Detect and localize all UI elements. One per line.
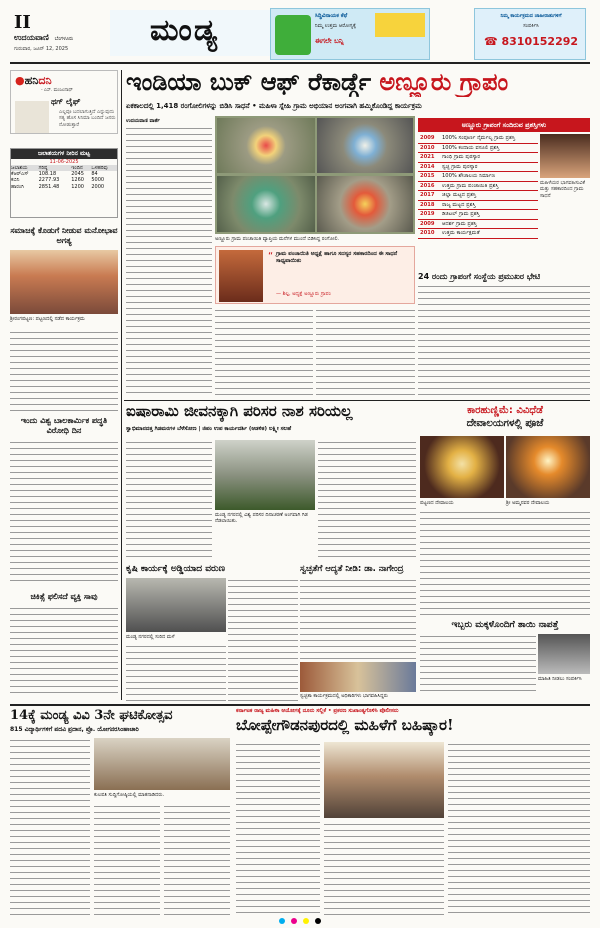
temple-caption-b: ಶ್ರೀ ಅಮ್ಮನವರ ದೇವಾಲಯ bbox=[506, 500, 550, 506]
env-body-col3 bbox=[318, 440, 416, 560]
missing-body bbox=[420, 634, 536, 694]
achievements-title: ಅಣ್ಣೂರು ಗ್ರಾಪಂಗೆ ಸಂದಿರುವ ಪ್ರಶಸ್ತಿಗಳು bbox=[418, 118, 590, 132]
honey-illustration bbox=[15, 101, 49, 133]
boycott-kicker-b: ಪ್ರಕರಣ ಸುಖಾಂತ್ಯಗೊಳಿಸಿ ಪೊಲೀಸರು bbox=[333, 708, 399, 714]
ad-cafe[interactable] bbox=[270, 8, 430, 60]
reservoir-title: ಜಲಾಶಯಗಳ ನೀರಿನ ಮಟ್ಟ bbox=[11, 149, 117, 159]
temple-headline-b: ದೇವಾಲಯಗಳಲ್ಲಿ ಪೂಜೆ bbox=[466, 418, 544, 429]
achievement-row bbox=[418, 181, 538, 191]
rain-headline: ಕೃಷಿ ಕಾರ್ಯಕ್ಕೆ ಅಡ್ಡಿಯಾದ ವರುಣ bbox=[126, 564, 226, 574]
achievement-text: 100% ಕಂದಾಯ ವಸೂಲಿ ಪ್ರಶಸ್ತಿ bbox=[440, 143, 538, 153]
honey-logo-b: ದನಿ bbox=[38, 74, 52, 87]
achievement-row bbox=[418, 153, 538, 163]
achievements-list bbox=[418, 134, 538, 268]
temple-photo-a bbox=[420, 436, 504, 498]
honey-byline: - ಎಸ್. ಮಂಜುನಾಥ್ bbox=[41, 88, 73, 93]
cyan-mark-icon bbox=[279, 918, 285, 924]
paper-name bbox=[14, 33, 73, 43]
honey-title: ಥಗ್ ಲೈಫ್ bbox=[51, 97, 81, 106]
honey-dani-logo bbox=[15, 74, 52, 88]
issue-date: ಗುರುವಾರ, ಜೂನ್ 12, 2025 bbox=[14, 46, 69, 52]
rangoli-4 bbox=[317, 176, 413, 232]
boycott-body-col3 bbox=[448, 742, 590, 918]
achievement-text: ಉತ್ತಮ ಗ್ರಾಮ ಪಂಚಾಯಿತಿ ಪ್ರಶಸ್ತಿ bbox=[440, 181, 538, 191]
reservoir-cell: 84 bbox=[91, 171, 98, 177]
achievement-row bbox=[418, 134, 538, 143]
achievement-year: 2021 bbox=[418, 153, 440, 163]
convocation-body-col1 bbox=[10, 738, 90, 918]
reservoir-row bbox=[11, 184, 117, 190]
reservoir-cell: ಕೆಆರ್‌ಎಸ್ bbox=[11, 171, 29, 177]
reservoir-cell: 2277.93 bbox=[38, 177, 60, 184]
env-headline: ಐಷಾರಾಮಿ ಜೀವನಕ್ಕಾಗಿ ಪರಿಸರ ನಾಶ ಸರಿಯಲ್ಲ bbox=[126, 402, 353, 420]
achievement-text: 100% ಶೌಚಾಲಯ ನಿರ್ಮಾಣ bbox=[440, 172, 538, 182]
ad-phone-number: 8310152292 bbox=[501, 35, 579, 48]
quote-author: — ಶಿಲ್ಪ, ಅಧ್ಯಕ್ಷೆ ಅಣ್ಣೂರು ಗ್ರಾಪಂ bbox=[276, 291, 331, 297]
clean-photo-caption: ಸ್ವಚ್ಛತಾ ಕಾರ್ಯಕ್ರಮದಲ್ಲಿ ಅಧಿಕಾರಿಗಳು ಭಾಗವಹಿಸಿದ್ದರು bbox=[300, 693, 389, 699]
convocation-caption: ಕುಲಪತಿ ಸುದ್ದಿಗೋಷ್ಠಿಯಲ್ಲಿ ಮಾತನಾಡಿದರು. bbox=[94, 792, 165, 798]
edition-label: ಬೆಂಗಳೂರು bbox=[54, 36, 74, 42]
district-title: ಮಂಡ್ಯ bbox=[150, 13, 220, 48]
achievement-row bbox=[418, 191, 538, 201]
column-rule bbox=[121, 70, 122, 700]
achievement-text: ಗಾಂಧಿ ಗ್ರಾಮ ಪುರಸ್ಕಾರ bbox=[440, 153, 538, 163]
photo-event bbox=[10, 250, 118, 314]
temple-photo-b bbox=[506, 436, 590, 498]
lead-headline-b: ಗೆ ಅಣ್ಣೂರು ಗ್ರಾಪಂ bbox=[371, 67, 509, 96]
lead-body-col1 bbox=[126, 126, 212, 398]
lead-headline-a: ಇಂಡಿಯಾ ಬುಕ್ ಆಫ್ ರೆಕಾರ್ಡ್ bbox=[126, 67, 372, 96]
ad-phone[interactable] bbox=[479, 35, 583, 49]
achievement-year: 2010 bbox=[418, 143, 440, 153]
masthead-rule bbox=[10, 62, 590, 64]
black-mark-icon bbox=[315, 918, 321, 924]
quote-mark-icon: “ bbox=[268, 251, 274, 262]
temple-caption-a: ಪಟ್ಟಣದ ದೇವಾಲಯ bbox=[420, 500, 454, 506]
lead-body-col2 bbox=[215, 308, 313, 398]
reservoir-header: ಇಂದಿನ bbox=[71, 164, 83, 171]
clean-photo bbox=[300, 662, 416, 692]
story-body-death bbox=[10, 606, 118, 696]
honey-heart-icon: ● bbox=[15, 74, 25, 87]
magenta-mark-icon bbox=[291, 918, 297, 924]
achievement-row bbox=[418, 162, 538, 172]
env-photo bbox=[215, 440, 315, 510]
boycott-body-col2 bbox=[324, 822, 444, 918]
clean-body bbox=[300, 578, 416, 660]
achievement-year: 2009 bbox=[418, 134, 440, 143]
achievement-row bbox=[418, 200, 538, 210]
convocation-headline: 14ಕ್ಕೆ ಮಂಡ್ಯ ವಿವಿ 3ನೇ ಘಟಿಕೋತ್ಸವ bbox=[10, 708, 173, 723]
story-body-childlabour bbox=[10, 440, 118, 586]
section-rule bbox=[124, 400, 590, 401]
story-title-contribution: ಸಮಾಜಕ್ಕೆ ಕೊಡುಗೆ ನೀಡುವ ಮನೋಭಾವ ಅಗತ್ಯ bbox=[10, 226, 118, 245]
achievements-portrait bbox=[540, 134, 590, 178]
reservoir-cell: 2045 bbox=[71, 171, 84, 177]
temple-headline bbox=[420, 404, 590, 430]
achievement-year: 2009 bbox=[418, 219, 440, 229]
reservoir-cell: 2851.48 bbox=[38, 183, 60, 190]
temple-headline-a: ಕಾರಹುಣ್ಣಿಮೆ: ವಿವಿಧೆಡೆ bbox=[467, 405, 543, 416]
lead-headline bbox=[126, 67, 590, 97]
lead-photo-caption: ಅಣ್ಣೂರು ಗ್ರಾಮ ಪಂಚಾಯಿತಿ ವ್ಯಾಪ್ತಿಯ ಮನೆಗಳ ಮುಂದೆ ಬಿಡಿಸಿದ್ದ ರಂಗೋಲಿ. bbox=[215, 236, 339, 242]
achievement-year: 2016 bbox=[418, 181, 440, 191]
boycott-headline: ಬೋಪ್ಪೇಗೌಡನಪುರದಲ್ಲಿ ಮಹಿಳೆಗೆ ಬಹಿಷ್ಕಾರ! bbox=[236, 716, 454, 734]
ad-contact-line2: ಸಂಪರ್ಕಿಸಿ bbox=[523, 23, 539, 29]
env-subhead: ಸ್ವಾಭಿಮಾನದತ್ತ ಗಿಡಮರಗಳ ಬೆಳೆಸೋಣ | ಜಿಪಂ ಉಪ ಕಾರ್ಯದರ್ಶಿ (ಆಡಳಿತ) ಲಕ್ಷ್ಮೀ ಸಲಹೆ bbox=[126, 426, 292, 432]
honey-logo-a: ಹನಿ bbox=[24, 74, 39, 87]
boycott-kicker: ಕರ್ನಾಟಕ ರಾಜ್ಯ ಮಹಿಳಾ ಆಯೋಗಕ್ಕೆ ದೂರು ಸಲ್ಲಿಕೆ • ಪ್ರಕರಣ ಸುಖಾಂತ್ಯಗೊಳಿಸಿ ಪೊಲೀಸರು bbox=[236, 708, 399, 714]
boycott-body-col1 bbox=[236, 742, 320, 918]
missing-contact: ಮಾಹಿತಿ ನೀಡಲು ಸಂಪರ್ಕಿಸಿ bbox=[538, 676, 582, 682]
convocation-body-col2 bbox=[94, 804, 160, 918]
ad-phone-graphic bbox=[275, 15, 311, 55]
achievement-row bbox=[418, 143, 538, 153]
achievement-year: 2010 bbox=[418, 229, 440, 239]
reservoir-cell: 2000 bbox=[91, 183, 105, 190]
reservoir-date: 11-06-2025 bbox=[49, 158, 79, 165]
missing-headline: ಇಬ್ಬರು ಮಕ್ಕಳೊಂದಿಗೆ ತಾಯಿ ನಾಪತ್ತೆ bbox=[451, 620, 559, 630]
reservoir-cell: ಕಬಿನಿ bbox=[11, 177, 20, 184]
missing-photo bbox=[538, 634, 590, 674]
photo-event-caption: ಶ್ರೀರಂಗಪಟ್ಟಣ: ಪಟ್ಟಣದಲ್ಲಿ ನಡೆದ ಕಾರ್ಯಕ್ರಮ bbox=[10, 316, 85, 322]
rangoli-1 bbox=[217, 118, 315, 173]
achievement-year: 2018 bbox=[418, 200, 440, 210]
achievement-text: ಉತ್ತಮ ಕಾರ್ಯಕ್ಷಮತೆ bbox=[440, 229, 538, 239]
reservoir-header: ಗರಿಷ್ಠ bbox=[38, 164, 48, 171]
honey-dani-box bbox=[10, 70, 118, 134]
rain-body-col2 bbox=[228, 578, 298, 702]
honey-body: ಎಲ್ಲವೂ ಬದಲಾಗುತ್ತಿದೆ ಎನ್ನುವುದು ಸತ್ಯ ಹೊಸ ಸಿನಿಮಾ ಬಂದಿದೆ ಜನರು ನೋಡುತ್ತಾರೆ bbox=[59, 109, 116, 128]
achievement-year: 2017 bbox=[418, 191, 440, 201]
quote-box bbox=[215, 246, 415, 304]
boycott-photo bbox=[324, 742, 444, 818]
achievement-year: 2019 bbox=[418, 210, 440, 220]
page-number: II bbox=[14, 12, 31, 33]
clean-headline: ಸ್ವಚ್ಛತೆಗೆ ಆದ್ಯತೆ ನೀಡಿ: ಡಾ. ನಾಗೇಂದ್ರ bbox=[300, 564, 404, 574]
ad-cafe-line1: ಸಿದ್ಧಿವಿನಾಯಕ ಕೆಫೆ bbox=[315, 13, 348, 19]
achievements-table bbox=[418, 134, 538, 239]
convocation-photo bbox=[94, 738, 230, 790]
achievement-row bbox=[418, 219, 538, 229]
visit-title: 24 ರಂದು ಗ್ರಾಪಂಗೆ ಸಂಸ್ಥೆಯ ಪ್ರಮುಖರ ಭೇಟಿ bbox=[418, 272, 541, 281]
reservoir-grid bbox=[11, 165, 117, 190]
rain-body-col1 bbox=[126, 644, 226, 702]
achievement-text: ಜಿಲ್ಲಾ ಮಟ್ಟದ ಪ್ರಶಸ್ತಿ bbox=[440, 191, 538, 201]
achievements-side-note: ಮಹಿಳೆಯರ ಭಾಗವಹಿಸುವಿಕೆ ಮತ್ತು ಸಹಕಾರದಿಂದ ಗ್ರಾಮ ಸಾಧನೆ bbox=[540, 180, 585, 199]
ad-contact[interactable] bbox=[474, 8, 586, 60]
achievement-text: ಡಿಜಿಟಲ್ ಗ್ರಾಮ ಪ್ರಶಸ್ತಿ bbox=[440, 210, 538, 220]
achievement-row bbox=[418, 229, 538, 239]
achievement-text: ಆದರ್ಶ ಗ್ರಾಮ ಪ್ರಶಸ್ತಿ bbox=[440, 219, 538, 229]
env-photo-caption: ಮಂಡ್ಯ ನಗರದಲ್ಲಿ ವಿಶ್ವ ಪರಿಸರ ದಿನಾಚರಣೆ ಅಂಗವಾಗಿ ಗಿಡ ನೆಡಲಾಯಿತು. bbox=[215, 512, 308, 524]
yellow-mark-icon bbox=[303, 918, 309, 924]
ad-contact-line1: ನಿಮ್ಮ ಕಾರ್ಯಕ್ರಮದ ಜಾಹೀರಾತುಗಳಿಗೆ bbox=[500, 13, 562, 19]
env-body-col1 bbox=[126, 440, 212, 560]
rangoli-2 bbox=[317, 118, 413, 173]
rangoli-3 bbox=[217, 176, 315, 232]
reservoir-cell: 108.18 bbox=[38, 171, 57, 177]
achievement-text: ಸ್ವಚ್ಛ ಗ್ರಾಮ ಪುರಸ್ಕಾರ bbox=[440, 162, 538, 172]
reservoir-header: ಜಲಾಶಯ bbox=[11, 164, 28, 171]
reservoir-cell: ಹಾರಂಗಿ bbox=[11, 183, 24, 190]
reservoir-cell: 5000 bbox=[91, 177, 105, 184]
boycott-kicker-a: ಕರ್ನಾಟಕ ರಾಜ್ಯ ಮಹಿಳಾ ಆಯೋಗಕ್ಕೆ ದೂರು ಸಲ್ಲಿಕೆ bbox=[236, 708, 327, 714]
ad-cafe-line3: ಈಗಲೇ ಬನ್ನಿ bbox=[315, 37, 344, 45]
reservoir-cell: 1200 bbox=[71, 183, 84, 190]
reservoir-cell: 1260 bbox=[71, 177, 84, 184]
achievement-year: 2014 bbox=[418, 162, 440, 172]
achievement-text: ರಾಜ್ಯ ಮಟ್ಟದ ಪ್ರಶಸ್ತಿ bbox=[440, 200, 538, 210]
reservoir-table bbox=[10, 148, 118, 218]
visit-body bbox=[418, 284, 590, 396]
reservoir-header: ಒಳಹರಿವು bbox=[91, 164, 108, 171]
phone-icon: ☎ bbox=[483, 35, 498, 48]
lead-subhead: ಏಕಕಾಲದಲ್ಲಿ 1,418 ರಂಗೋಲಿಗಳನ್ನು ಬಿಡಿಸಿ ಸಾಧನೆ • ಮಹಿಳಾ ಸ್ನೇಹಿ ಗ್ರಾಮ ಅಭಿಯಾನ ಅಂಗವಾಗಿ ಹಮ್ಮಿಕೊಂಡಿದ್ದ ಕಾರ್ಯಕ್ರಮ bbox=[126, 102, 422, 110]
story-body-contribution bbox=[10, 330, 118, 412]
story-title-death: ಚಿಕಿತ್ಸೆ ಫಲಿಸದೆ ವ್ಯಕ್ತಿ ಸಾವು bbox=[30, 592, 98, 601]
ad-cafe-badge bbox=[375, 13, 425, 37]
lead-photo-rangoli bbox=[215, 116, 415, 234]
ad-cafe-line2: ನಿಮ್ಮ ಉತ್ತಮ ಆರೋಗ್ಯಕ್ಕೆ bbox=[315, 23, 356, 29]
convocation-body-col3 bbox=[164, 804, 230, 918]
achievement-row bbox=[418, 172, 538, 182]
quote-portrait bbox=[219, 250, 263, 302]
rain-photo-caption: ಮಂಡ್ಯ ನಗರದಲ್ಲಿ ಸುರಿದ ಮಳೆ bbox=[126, 634, 175, 640]
quote-text: ಗ್ರಾಮ ಪಂಚಾಯಿತಿ ಅಧ್ಯಕ್ಷೆ ಹಾಗೂ ಸದಸ್ಯರ ಸಹಕಾರದಿಂದ ಈ ಸಾಧನೆ ಸಾಧ್ಯವಾಯಿತು bbox=[276, 251, 398, 264]
rain-photo bbox=[126, 578, 226, 632]
achievement-row bbox=[418, 210, 538, 220]
convocation-subhead: 815 ವಿದ್ಯಾರ್ಥಿಗಳಿಗೆ ಪದವಿ ಪ್ರದಾನ, ಪ್ರೊ. ಯೋಗನರಸಿಂಹಾಚಾರಿ bbox=[10, 726, 139, 733]
lead-body-col3 bbox=[316, 308, 415, 398]
story-title-childlabour: ಇಂದು ವಿಶ್ವ ಬಾಲಕಾರ್ಮಿಕ ಪದ್ಧತಿ ವಿರೋಧಿ ದಿನ bbox=[20, 416, 108, 435]
paper-title: ಉದಯವಾಣಿ bbox=[14, 33, 49, 42]
lead-byline: ಉದಯವಾಣಿ ವಾರ್ತೆ bbox=[126, 118, 160, 124]
temple-body bbox=[420, 510, 590, 616]
achievement-year: 2015 bbox=[418, 172, 440, 182]
achievement-text: 100% ಸಂಪೂರ್ಣ ನೈರ್ಮಲ್ಯ ಗ್ರಾಮ ಪ್ರಶಸ್ತಿ bbox=[440, 134, 538, 143]
registration-marks bbox=[200, 918, 400, 924]
bottom-section-rule bbox=[10, 704, 590, 706]
